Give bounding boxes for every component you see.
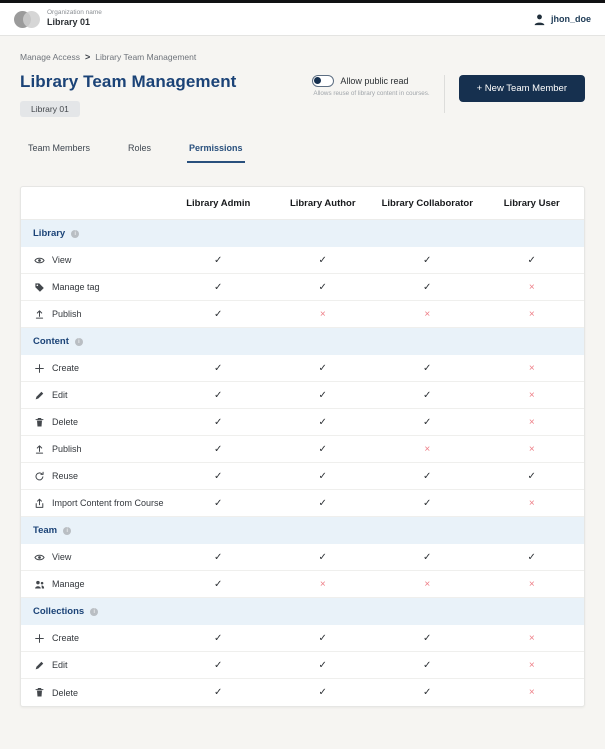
permission-label bbox=[21, 633, 166, 644]
permissions-table bbox=[20, 186, 585, 707]
cross-mark: × bbox=[528, 632, 535, 644]
permission-name: Publish bbox=[52, 444, 82, 454]
allow-public-read-toggle[interactable] bbox=[312, 75, 334, 87]
check-mark: ✓ bbox=[318, 497, 327, 509]
permission-name: Create bbox=[52, 363, 80, 373]
check-mark: ✓ bbox=[527, 551, 536, 563]
trash-icon bbox=[34, 687, 45, 698]
permission-label bbox=[21, 687, 166, 698]
permission-label bbox=[21, 363, 166, 374]
permission-name: View bbox=[52, 255, 72, 265]
plus-icon bbox=[34, 363, 45, 374]
permission-row bbox=[21, 355, 584, 382]
permission-label bbox=[21, 309, 166, 320]
section-row-content bbox=[21, 328, 584, 355]
section-row-team bbox=[21, 517, 584, 544]
org-logo bbox=[14, 11, 40, 28]
column-header-library-collaborator: Library Collaborator bbox=[381, 197, 473, 209]
permission-name: Publish bbox=[52, 309, 82, 319]
column-header-library-author: Library Author bbox=[289, 197, 356, 209]
check-mark: ✓ bbox=[214, 254, 223, 266]
check-mark: ✓ bbox=[423, 416, 432, 428]
plus-icon bbox=[34, 633, 45, 644]
cross-mark: × bbox=[528, 497, 535, 509]
check-mark: ✓ bbox=[423, 632, 432, 644]
table-header-row bbox=[21, 187, 584, 220]
tab-team-members[interactable]: Team Members bbox=[28, 143, 91, 153]
title-row bbox=[0, 72, 605, 117]
permission-label bbox=[21, 255, 166, 266]
section-name: Team bbox=[33, 525, 58, 536]
check-mark: ✓ bbox=[214, 578, 223, 590]
tag-icon bbox=[34, 282, 45, 293]
permission-row bbox=[21, 571, 584, 598]
permission-label bbox=[21, 660, 166, 671]
cross-mark: × bbox=[528, 578, 535, 590]
permission-label bbox=[21, 471, 166, 482]
divider bbox=[444, 75, 445, 113]
check-mark: ✓ bbox=[423, 687, 432, 698]
new-team-member-button[interactable]: + New Team Member bbox=[459, 75, 585, 102]
check-mark: ✓ bbox=[423, 254, 432, 266]
check-mark: ✓ bbox=[318, 659, 327, 671]
section-name: Library bbox=[33, 228, 66, 239]
cross-mark: × bbox=[528, 362, 535, 374]
permission-row bbox=[21, 409, 584, 436]
check-mark: ✓ bbox=[318, 470, 327, 482]
reuse-icon bbox=[34, 471, 45, 482]
section-row-library bbox=[21, 220, 584, 247]
check-mark: ✓ bbox=[214, 632, 223, 644]
permission-label bbox=[21, 390, 166, 401]
permission-row bbox=[21, 247, 584, 274]
permission-name: Import Content from Course bbox=[52, 498, 164, 508]
check-mark: ✓ bbox=[214, 416, 223, 428]
import-icon bbox=[34, 498, 45, 509]
check-mark: ✓ bbox=[423, 497, 432, 509]
breadcrumb bbox=[0, 36, 605, 72]
cross-mark: × bbox=[424, 443, 431, 455]
check-mark: ✓ bbox=[318, 281, 327, 293]
cross-mark: × bbox=[319, 578, 326, 590]
permission-name: Manage tag bbox=[52, 282, 100, 292]
org-label: Organization name bbox=[47, 9, 102, 17]
permission-label bbox=[21, 552, 166, 563]
page-title: Library Team Management bbox=[20, 72, 237, 91]
permission-name: Manage bbox=[52, 579, 85, 589]
table-body bbox=[21, 220, 584, 706]
permission-label bbox=[21, 498, 166, 509]
permission-label bbox=[21, 417, 166, 428]
org-name: Library 01 bbox=[47, 17, 91, 28]
org-block bbox=[14, 9, 102, 28]
people-icon bbox=[34, 579, 45, 590]
permission-name: Delete bbox=[52, 417, 79, 427]
toggle-label: Allow public read bbox=[340, 76, 409, 86]
permission-name: Create bbox=[52, 633, 80, 643]
check-mark: ✓ bbox=[527, 254, 536, 266]
column-header-library-admin: Library Admin bbox=[186, 197, 251, 209]
check-mark: ✓ bbox=[318, 632, 327, 644]
permission-name: Edit bbox=[52, 660, 68, 670]
pencil-icon bbox=[34, 390, 45, 401]
permission-label bbox=[21, 579, 166, 590]
check-mark: ✓ bbox=[423, 551, 432, 563]
permission-row bbox=[21, 274, 584, 301]
breadcrumb-separator: > bbox=[85, 52, 91, 62]
permission-row bbox=[21, 490, 584, 517]
breadcrumb-parent[interactable]: Manage Access bbox=[20, 52, 81, 62]
check-mark: ✓ bbox=[318, 551, 327, 563]
publish-icon bbox=[34, 444, 45, 455]
permission-row bbox=[21, 301, 584, 328]
cross-mark: × bbox=[424, 578, 431, 590]
column-header-library-user: Library User bbox=[503, 197, 560, 209]
check-mark: ✓ bbox=[214, 687, 223, 698]
public-read-toggle-block bbox=[312, 75, 429, 97]
check-mark: ✓ bbox=[318, 254, 327, 266]
check-mark: ✓ bbox=[318, 362, 327, 374]
permission-name: View bbox=[52, 552, 72, 562]
toggle-subtitle: Allows reuse of library content in courses. bbox=[313, 90, 430, 97]
section-row-collections bbox=[21, 598, 584, 625]
permission-name: Delete bbox=[52, 687, 79, 698]
check-mark: ✓ bbox=[423, 281, 432, 293]
check-mark: ✓ bbox=[423, 362, 432, 374]
info-icon[interactable]: i bbox=[75, 338, 83, 346]
section-name: Collections bbox=[33, 606, 85, 617]
permission-row bbox=[21, 436, 584, 463]
check-mark: ✓ bbox=[214, 443, 223, 455]
check-mark: ✓ bbox=[214, 308, 223, 320]
check-mark: ✓ bbox=[214, 470, 223, 482]
trash-icon bbox=[34, 417, 45, 428]
tab-bar bbox=[0, 137, 605, 164]
permission-row bbox=[21, 625, 584, 652]
publish-icon bbox=[34, 309, 45, 320]
check-mark: ✓ bbox=[214, 551, 223, 563]
permission-row bbox=[21, 679, 584, 706]
permission-label bbox=[21, 282, 166, 293]
eye-icon bbox=[34, 552, 45, 563]
cross-mark: × bbox=[528, 659, 535, 671]
check-mark: ✓ bbox=[318, 443, 327, 455]
info-icon[interactable]: i bbox=[90, 608, 98, 616]
library-badge: Library 01 bbox=[20, 101, 80, 117]
check-mark: ✓ bbox=[423, 470, 432, 482]
permission-row bbox=[21, 652, 584, 679]
user-menu[interactable] bbox=[533, 13, 591, 26]
cross-mark: × bbox=[424, 308, 431, 320]
section-name: Content bbox=[33, 336, 69, 347]
breadcrumb-current: Library Team Management bbox=[95, 52, 197, 62]
permission-name: Reuse bbox=[52, 471, 79, 481]
permission-row bbox=[21, 463, 584, 490]
permission-name: Edit bbox=[52, 390, 68, 400]
user-icon bbox=[533, 13, 546, 26]
tab-roles[interactable]: Roles bbox=[128, 143, 152, 153]
tab-permissions[interactable]: Permissions bbox=[187, 137, 245, 163]
info-icon[interactable]: i bbox=[63, 527, 71, 535]
permission-row bbox=[21, 382, 584, 409]
check-mark: ✓ bbox=[214, 389, 223, 401]
cross-mark: × bbox=[528, 389, 535, 401]
permission-label bbox=[21, 444, 166, 455]
cross-mark: × bbox=[528, 308, 535, 320]
cross-mark: × bbox=[528, 416, 535, 428]
check-mark: ✓ bbox=[527, 470, 536, 482]
permission-row bbox=[21, 544, 584, 571]
cross-mark: × bbox=[528, 443, 535, 455]
check-mark: ✓ bbox=[214, 362, 223, 374]
check-mark: ✓ bbox=[318, 416, 327, 428]
check-mark: ✓ bbox=[214, 281, 223, 293]
cross-mark: × bbox=[528, 281, 535, 293]
check-mark: ✓ bbox=[423, 659, 432, 671]
user-name: jhon_doe bbox=[551, 14, 591, 24]
cross-mark: × bbox=[528, 687, 535, 698]
cross-mark: × bbox=[319, 308, 326, 320]
eye-icon bbox=[34, 255, 45, 266]
check-mark: ✓ bbox=[318, 687, 327, 698]
app-header bbox=[0, 3, 605, 36]
info-icon[interactable]: i bbox=[71, 230, 79, 238]
check-mark: ✓ bbox=[318, 389, 327, 401]
check-mark: ✓ bbox=[214, 497, 223, 509]
pencil-icon bbox=[34, 660, 45, 671]
check-mark: ✓ bbox=[423, 389, 432, 401]
check-mark: ✓ bbox=[214, 659, 223, 671]
